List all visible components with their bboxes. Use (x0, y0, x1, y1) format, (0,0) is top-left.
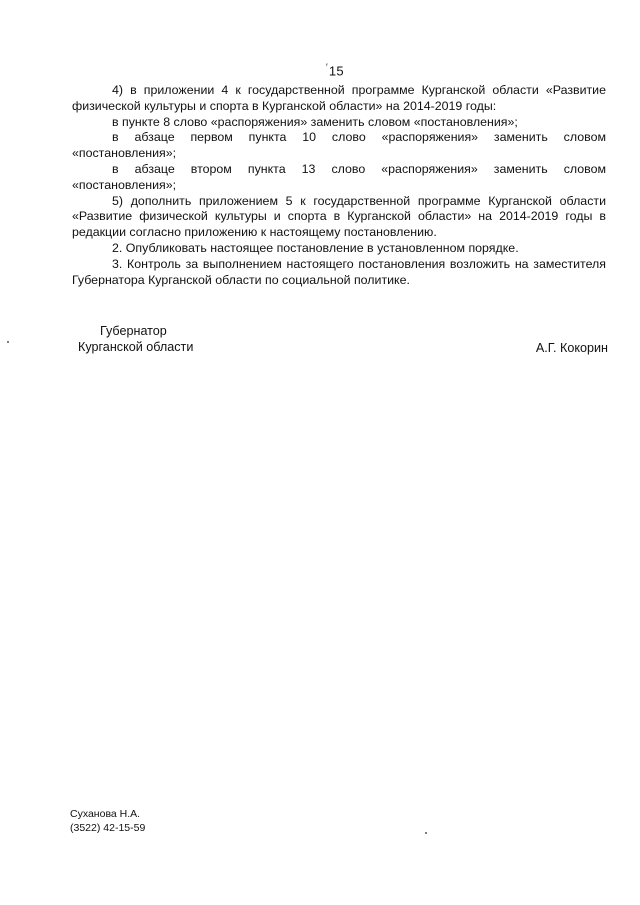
document-body (72, 83, 606, 288)
executor-phone: (3522) 42-15-59 (70, 821, 146, 834)
page-number-tick-mark: ′ (326, 62, 328, 72)
executor-block (70, 808, 145, 835)
signatory-title-line-1: Губернатор (100, 324, 167, 338)
page-number (326, 62, 344, 78)
page-number-value: 15 (328, 63, 344, 79)
signatory-title (72, 324, 232, 355)
executor-name: Суханова Н.А. (70, 808, 141, 820)
scan-speck (7, 341, 9, 343)
paragraph-control: 3. Контроль за выполнением настоящего постановления возложить на заместителя Губернатора Курганской области по социальной политике. (72, 256, 606, 287)
paragraph-point-10: в абзаце первом пункта 10 слово «распоряжения» заменить словом «постановления»; (72, 130, 606, 161)
signatory-name: А.Г. Кокорин (535, 341, 608, 355)
paragraph-point-8: в пункте 8 слово «распоряжения» заменить словом «постановления»; (112, 114, 518, 129)
paragraph-publish: 2. Опубликовать настоящее постановление в установленном порядке. (112, 240, 519, 255)
signatory-title-line-2: Курганской области (78, 339, 194, 354)
scan-speck (425, 832, 427, 834)
paragraph-point-13: в абзаце втором пункта 13 слово «распоряжения» заменить словом «постановления»; (72, 161, 606, 192)
paragraph-item-4: 4) в приложении 4 к государственной программе Курганской области «Развитие физической культуры и спорта в Курганской области» на 2014-2019 годы: (72, 83, 606, 113)
paragraph-item-5: 5) дополнить приложением 5 к государственной программе Курганской области «Развитие физической культуры и спорта в Курганской области» на 2014-2019 годы в редакции согласно приложению к настоящему постановлению. (72, 193, 606, 240)
